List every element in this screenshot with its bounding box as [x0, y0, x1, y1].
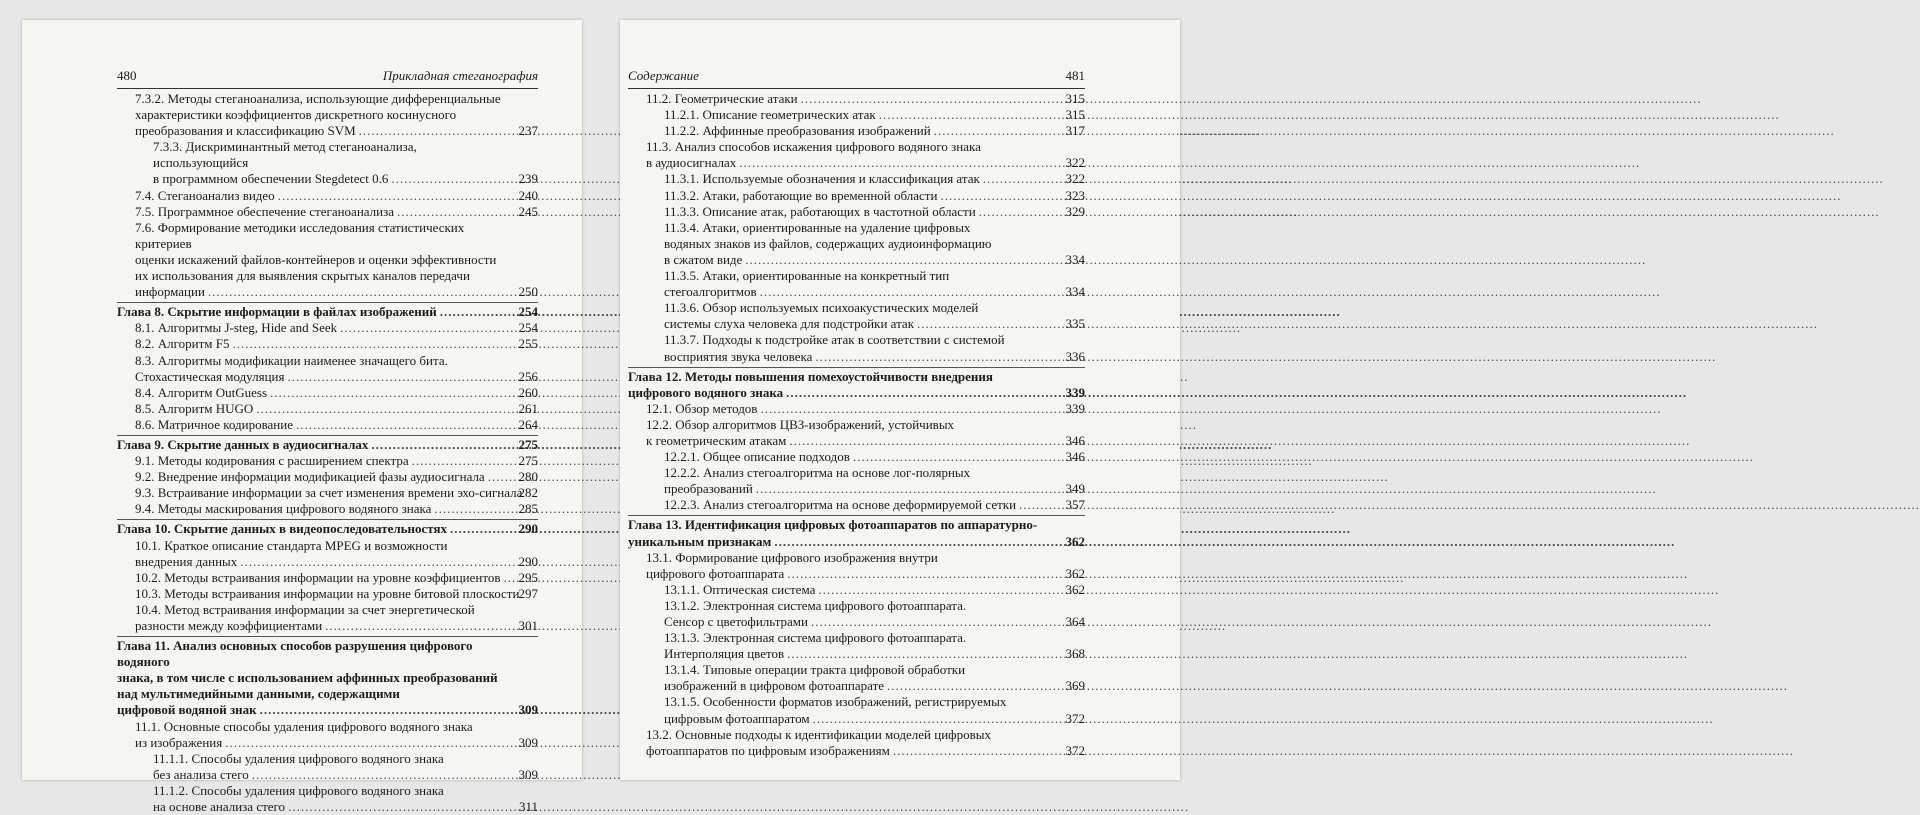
- toc-entry: [117, 751, 538, 783]
- toc-entry-title: 11.3.7. Подходы к подстройке атак в соответствии с системой восприятия звука человека .....: [664, 332, 1059, 364]
- toc-entry: [628, 91, 1085, 107]
- toc-page-number: 334: [1065, 251, 1085, 267]
- running-head: [628, 68, 1085, 89]
- toc-entry: [117, 485, 538, 501]
- toc-entry: [628, 171, 1085, 187]
- toc-entry: [628, 300, 1085, 332]
- toc-page-number: 329: [1065, 203, 1085, 219]
- toc-page-number: 362: [1065, 533, 1085, 549]
- toc-page-number: 295: [518, 569, 538, 585]
- toc-entry: [628, 630, 1085, 662]
- toc-entry-title: 8.4. Алгоритм OutGuess .....: [135, 385, 512, 401]
- toc-entry: [117, 783, 538, 815]
- toc-entry-title: 12.2.2. Анализ стегоалгоритма на основе лог-полярных преобразований .....: [664, 465, 1059, 497]
- leader-dots: [815, 349, 1716, 365]
- toc-entry: [117, 353, 538, 385]
- toc-entry: [628, 268, 1085, 300]
- leader-dots: [879, 107, 1780, 123]
- toc-entry-title: 8.5. Алгоритм HUGO .....: [135, 401, 512, 417]
- leader-dots: [1019, 497, 1920, 513]
- toc-page-number: 368: [1065, 646, 1085, 662]
- toc-page-number: 364: [1065, 614, 1085, 629]
- toc-page-number: 275: [518, 453, 538, 469]
- toc-entry-title: 11.3.6. Обзор используемых психоакустических моделей системы слуха человека для подстройки атак .....: [664, 300, 1059, 332]
- toc-entry: [117, 570, 538, 586]
- toc-entry-title: 12.1. Обзор методов .....: [646, 401, 1059, 417]
- leader-dots: [739, 155, 1640, 171]
- toc-page-number: 346: [1065, 432, 1085, 448]
- toc-entry: [117, 91, 538, 139]
- toc-page-number: 275: [518, 436, 538, 452]
- toc-page-number: 239: [518, 171, 538, 187]
- toc-entry: [117, 139, 538, 187]
- toc-list: [117, 91, 538, 815]
- toc-entry: [628, 417, 1085, 449]
- toc-entry-title: 10.2. Методы встраивания информации на уровне коэффициентов .....: [135, 570, 512, 586]
- toc-page-number: 323: [1065, 187, 1085, 203]
- toc-page-number: 309: [518, 734, 538, 750]
- leader-dots: [887, 678, 1788, 694]
- toc-entry: [117, 538, 538, 570]
- toc-chapter: [628, 515, 1085, 549]
- leader-dots: [979, 204, 1880, 220]
- toc-entry: [628, 497, 1085, 513]
- toc-entry: [117, 501, 538, 517]
- toc-page-number: 372: [1065, 742, 1085, 758]
- toc-entry-title: 13.2. Основные подходы к идентификации моделей цифровых фотоаппаратов по цифровым изображениям .....: [646, 727, 1059, 759]
- toc-page-number: 297: [518, 585, 538, 601]
- toc-entry: [117, 320, 538, 336]
- toc-entry-title: Глава 11. Анализ основных способов разрушения цифрового водяного знака, в том числе с использованием аффинных преобразований над мультимедийными данными, содержащими цифровой водяной знак .....: [117, 638, 512, 718]
- toc-chapter: [117, 519, 538, 537]
- leader-dots: [756, 481, 1657, 497]
- toc-entry: [628, 139, 1085, 171]
- toc-entry-title: 10.3. Методы встраивания информации на уровне битовой плоскости: [135, 585, 520, 601]
- leader-dots: [786, 385, 1687, 401]
- toc-entry-title: Глава 9. Скрытие данных в аудиосигналах .....: [117, 437, 512, 453]
- toc-entry-title: 9.4. Методы маскирования цифрового водяного знака .....: [135, 501, 512, 517]
- leader-dots: [760, 284, 1661, 300]
- toc-entry: [628, 220, 1085, 268]
- toc-entry: [117, 220, 538, 300]
- toc-entry: [628, 332, 1085, 364]
- toc-page-number: 362: [1065, 581, 1085, 597]
- toc-page-number: 245: [518, 203, 538, 219]
- toc-page-number: 256: [518, 368, 538, 384]
- toc-entry-title: 13.1.2. Электронная система цифрового фотоаппарата. Сенсор с цветофильтрами .....: [664, 598, 1059, 630]
- toc-entry-title: 12.2.3. Анализ стегоалгоритма на основе деформируемой сетки .....: [664, 497, 1059, 513]
- toc-entry: [628, 582, 1085, 598]
- leader-dots: [787, 646, 1688, 662]
- toc-entry: [117, 719, 538, 751]
- toc-page-number: 339: [1065, 384, 1085, 400]
- toc-chapter: [117, 435, 538, 453]
- toc-page-number: 317: [1065, 123, 1085, 139]
- toc-page-number: 250: [518, 284, 538, 300]
- leader-dots: [811, 614, 1712, 630]
- toc-page-number: 290: [518, 521, 538, 537]
- toc-page-number: 309: [518, 766, 538, 782]
- toc-page-number: 349: [1065, 481, 1085, 497]
- toc-page-number: 255: [518, 336, 538, 352]
- toc-entry: [628, 401, 1085, 417]
- toc-page-number: 315: [1065, 91, 1085, 106]
- toc-entry-title: 11.1. Основные способы удаления цифрового водяного знака из изображения .....: [135, 719, 512, 751]
- leader-dots: [853, 449, 1754, 465]
- toc-page-number: 260: [518, 384, 538, 400]
- toc-page-number: 372: [1065, 710, 1085, 726]
- toc-entry-title: 11.3.4. Атаки, ориентированные на удаление цифровых водяных знаков из файлов, содержащих аудиоинформацию в сжатом виде .....: [664, 220, 1059, 268]
- leader-dots: [893, 743, 1794, 759]
- left-page: [22, 20, 582, 815]
- page-number: 480: [117, 68, 137, 83]
- toc-entry: [117, 586, 538, 602]
- leader-dots: [801, 91, 1702, 107]
- toc-entry-title: 9.1. Методы кодирования с расширением спектра .....: [135, 453, 512, 469]
- toc-page-number: 335: [1065, 316, 1085, 332]
- toc-entry-title: 7.3.2. Методы стеганоанализа, использующие дифференциальные характеристики коэффициентов дискретного косинусного преобразования и классификацию SVM .....: [135, 91, 512, 139]
- toc-page-number: 240: [518, 187, 538, 203]
- toc-entry-title: 12.2.1. Общее описание подходов .....: [664, 449, 1059, 465]
- toc-entry-title: 13.1.1. Оптическая система .....: [664, 582, 1059, 598]
- leader-dots: [818, 582, 1719, 598]
- toc-page-number: 280: [518, 469, 538, 485]
- toc-list: [628, 91, 1085, 759]
- toc-entry: [117, 385, 538, 401]
- toc-entry-title: 10.1. Краткое описание стандарта MPEG и возможности внедрения данных .....: [135, 538, 512, 570]
- toc-entry-title: 11.2. Геометрические атаки .....: [646, 91, 1059, 107]
- toc-entry-title: Глава 10. Скрытие данных в видеопоследовательностях .....: [117, 521, 512, 537]
- toc-entry-title: 12.2. Обзор алгоритмов ЦВЗ-изображений, устойчивых к геометрическим атакам .....: [646, 417, 1059, 449]
- toc-entry-title: 11.1.1. Способы удаления цифрового водяного знака без анализа стего .....: [153, 751, 512, 783]
- toc-page-number: 357: [1065, 497, 1085, 513]
- toc-entry: [628, 465, 1085, 497]
- toc-entry: [628, 449, 1085, 465]
- toc-entry-title: Глава 12. Методы повышения помехоустойчивости внедрения цифрового водяного знака .....: [628, 369, 1059, 401]
- leader-dots: [787, 566, 1688, 582]
- toc-entry: [117, 188, 538, 204]
- toc-page-number: 322: [1065, 155, 1085, 171]
- toc-page-number: 362: [1065, 565, 1085, 581]
- toc-page-number: 334: [1065, 284, 1085, 300]
- leader-dots: [813, 711, 1714, 727]
- toc-entry-title: 13.1.4. Типовые операции тракта цифровой обработки изображений в цифровом фотоаппарате .....: [664, 662, 1059, 694]
- toc-page-number: 285: [518, 501, 538, 517]
- toc-entry: [628, 694, 1085, 726]
- toc-page-number: 282: [518, 485, 538, 501]
- toc-entry-title: 7.4. Стеганоанализ видео .....: [135, 188, 512, 204]
- toc-entry-title: Глава 13. Идентификация цифровых фотоаппаратов по аппаратурно- уникальным признакам .....: [628, 517, 1059, 549]
- right-page: [620, 20, 1180, 780]
- toc-page-number: 301: [518, 618, 538, 633]
- toc-entry-title: 10.4. Метод встраивания информации за счет энергетической разности между коэффициентами .....: [135, 602, 512, 634]
- toc-entry: [628, 727, 1085, 759]
- toc-entry-title: 11.3.3. Описание атак, работающих в частотной области .....: [664, 204, 1059, 220]
- toc-entry: [117, 204, 538, 220]
- toc-chapter: [628, 367, 1085, 401]
- leader-dots: [789, 433, 1690, 449]
- toc-entry: [628, 550, 1085, 582]
- toc-chapter: [117, 302, 538, 320]
- leader-dots: [745, 252, 1646, 268]
- toc-page-number: 322: [1065, 171, 1085, 187]
- toc-entry-title: Глава 8. Скрытие информации в файлах изображений .....: [117, 304, 512, 320]
- toc-entry: [117, 453, 538, 469]
- toc-entry-title: 11.2.1. Описание геометрических атак .....: [664, 107, 1059, 123]
- toc-entry: [628, 598, 1085, 630]
- toc-entry: [117, 417, 538, 433]
- toc-entry-title: 13.1. Формирование цифрового изображения внутри цифрового фотоаппарата .....: [646, 550, 1059, 582]
- toc-entry: [628, 107, 1085, 123]
- toc-page-number: 237: [518, 123, 538, 139]
- toc-entry: [628, 123, 1085, 139]
- toc-entry: [117, 401, 538, 417]
- toc-chapter: [117, 636, 538, 718]
- toc-entry-title: 8.2. Алгоритм F5 .....: [135, 336, 512, 352]
- running-title: Прикладная стеганография: [382, 68, 538, 83]
- toc-entry: [628, 204, 1085, 220]
- toc-page-number: 264: [518, 416, 538, 432]
- toc-page-number: 315: [1065, 107, 1085, 123]
- running-head: [117, 68, 538, 89]
- toc-page-number: 254: [518, 304, 538, 320]
- leader-dots: [760, 401, 1661, 417]
- toc-page-number: 339: [1065, 400, 1085, 416]
- toc-entry-title: 9.3. Встраивание информации за счет изменения времени эхо-сигнала: [135, 485, 523, 501]
- page-number: 481: [1065, 68, 1085, 83]
- toc-entry-title: 8.6. Матричное кодирование .....: [135, 417, 512, 433]
- toc-entry-title: 11.3. Анализ способов искажения цифрового водяного знака в аудиосигналах .....: [646, 139, 1059, 171]
- toc-entry-title: 7.6. Формирование методики исследования статистических критериев оценки искажений файлов-контейнеров и оценки эффективности их использования для выявления скрытых каналов передачи информации .....: [135, 220, 512, 300]
- toc-page-number: 254: [518, 320, 538, 336]
- toc-entry-title: 11.3.2. Атаки, работающие во временной области .....: [664, 188, 1059, 204]
- toc-entry-title: 8.1. Алгоритмы J-steg, Hide and Seek .....: [135, 320, 512, 336]
- toc-page-number: 309: [518, 702, 538, 718]
- toc-entry-title: 9.2. Внедрение информации модификацией фазы аудиосигнала .....: [135, 469, 512, 485]
- toc-entry-title: 11.1.2. Способы удаления цифрового водяного знака на основе анализа стего .....: [153, 783, 512, 815]
- toc-entry-title: 11.3.5. Атаки, ориентированные на конкретный тип стегоалгоритмов .....: [664, 268, 1059, 300]
- toc-entry-title: 13.1.3. Электронная система цифрового фотоаппарата. Интерполяция цветов .....: [664, 630, 1059, 662]
- toc-page-number: 311: [518, 799, 538, 815]
- toc-entry: [117, 336, 538, 352]
- toc-entry: [117, 469, 538, 485]
- leader-dots: [917, 316, 1818, 332]
- running-title: Содержание: [628, 68, 699, 83]
- toc-entry: [628, 188, 1085, 204]
- leader-dots: [288, 799, 1189, 815]
- toc-page-number: 336: [1065, 348, 1085, 364]
- toc-entry: [628, 662, 1085, 694]
- toc-entry-title: 8.3. Алгоритмы модификации наименее значащего бита. Стохастическая модуляция .....: [135, 353, 512, 385]
- leader-dots: [774, 534, 1675, 550]
- toc-entry-title: 7.3.3. Дискриминантный метод стеганоанализа, использующийся в программном обеспечении Stegdetect 0.6 .....: [153, 139, 512, 187]
- toc-entry-title: 11.2.2. Аффинные преобразования изображений .....: [664, 123, 1059, 139]
- toc-page-number: 369: [1065, 678, 1085, 694]
- toc-entry-title: 11.3.1. Используемые обозначения и классификация атак .....: [664, 171, 1059, 187]
- toc-page-number: 261: [518, 400, 538, 416]
- toc-page-number: 346: [1065, 449, 1085, 465]
- leader-dots: [983, 171, 1884, 187]
- toc-entry-title: 7.5. Программное обеспечение стеганоанализа .....: [135, 204, 512, 220]
- toc-entry-title: 13.1.5. Особенности форматов изображений, регистрируемых цифровым фотоаппаратом .....: [664, 694, 1059, 726]
- toc-page-number: 290: [518, 553, 538, 569]
- toc-entry: [117, 602, 538, 634]
